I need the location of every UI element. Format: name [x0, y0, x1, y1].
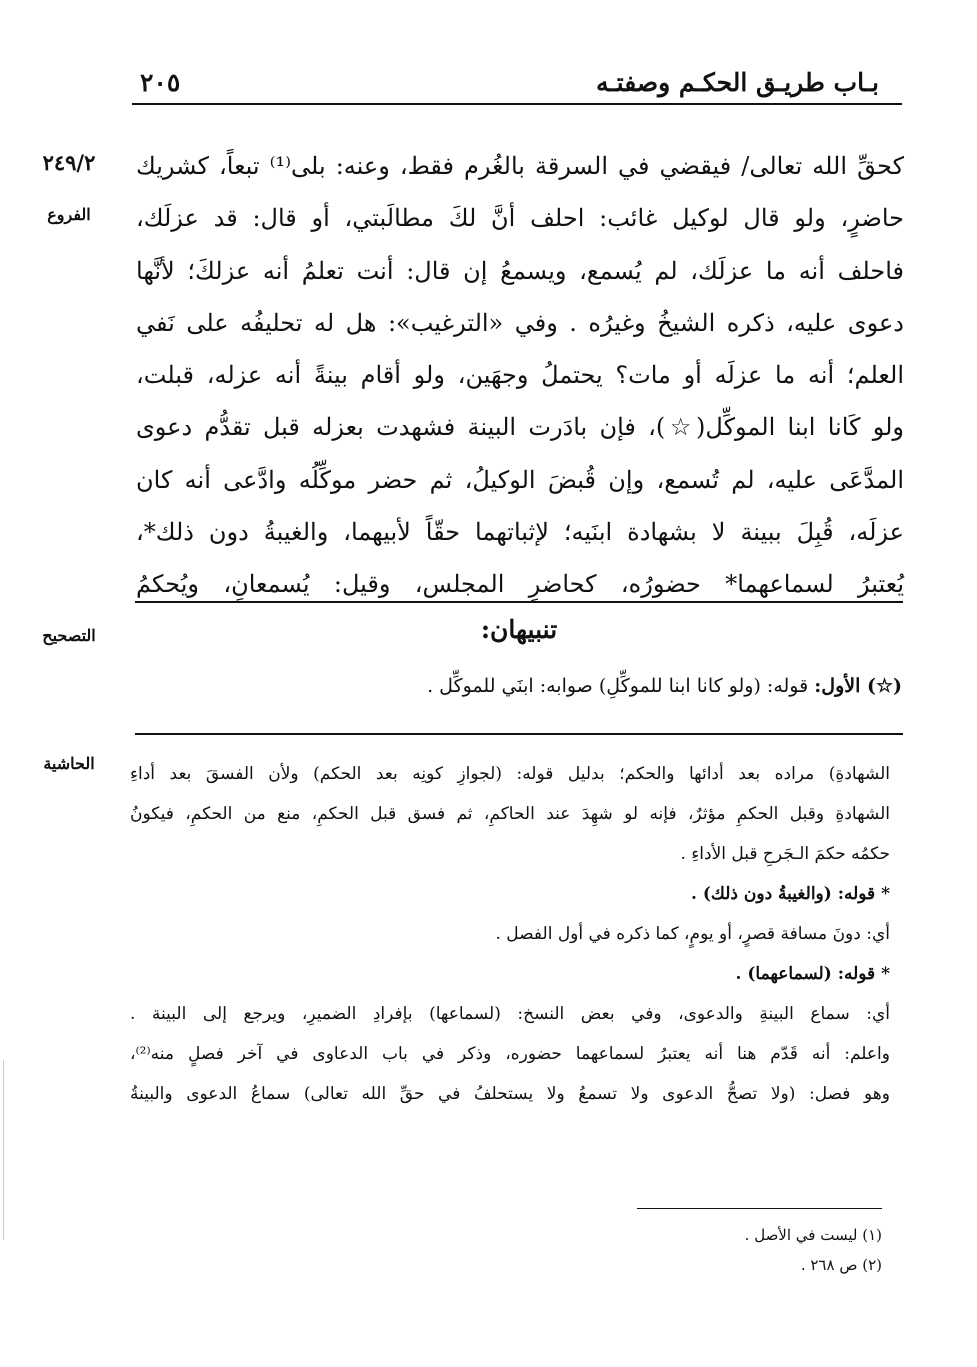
hashiya-text	[130, 754, 890, 1114]
section-divider	[135, 601, 903, 603]
main-text-line: دعوى عليه، ذكره الشيخُ وغيرُه . وفي «الترغيب»: هل له تحليفُه على نَفي	[136, 308, 904, 337]
margin-label-tashih: التصحيح	[42, 626, 96, 645]
page-number: ٢٠٥	[140, 68, 181, 97]
footnote-rule	[637, 1208, 882, 1209]
main-text-line: كحقِّ الله تعالى/ فيقضي في السرقة بالغُرم فقط، وعنه: بلى⁽¹⁾ تبعاً، كشريك	[136, 152, 905, 180]
main-text-line: المدَّعَى عليه، لم تُسمع، وإن قُبضَ الوكيلُ، ثم حضر موكِّلُه وادَّعى أنه كان	[136, 465, 904, 494]
header-rule	[132, 103, 902, 105]
running-title: بـاب طريـق الحكـم وصفتـه	[595, 68, 879, 97]
main-text-line: ولو كَانا ابنا الموكِّل(☆)، فإن بادَرت البينة فشهدت بعزله قبل تقدُّم دعوى	[136, 413, 905, 442]
footnotes	[745, 1220, 882, 1280]
main-text-line: العلم؛ أنه ما عزلَه أو مات؟ يحتملُ وجهَين، ولو أقام بينةً أنه عزله، قبلت،	[136, 361, 904, 390]
hashiya-line: وهو فصل: (ولا تصحُّ الدعوى ولا تسمعُ ولا يستحلفُ في حقِّ الله تعالى) سماعُ الدعوى والبينةُ	[130, 1084, 890, 1104]
main-text	[136, 140, 904, 611]
hashiya-line: واعلم: أنه قَدّم هنا أنه يعتبرُ لسماعهما حضوره، وذكر في باب الدعاوى في آخر فصلٍ منه⁽²⁾،	[130, 1044, 890, 1064]
page-header	[138, 62, 879, 102]
main-text-line: عزلَه، قُبِلَ ببينة لا بشهادة ابنَيه؛ لإثباتهما حقّاً لأبيهما، والغيبةُ دون ذلك*،	[136, 518, 904, 547]
margin-label-hashiya: الحاشية	[43, 754, 95, 773]
hashiya-line: أي: سماع البينةِ والدعوى، وفي بعض النسخ: (لسماعها) بإفرادِ الضميرِ، ويرجع إلى البينة .	[130, 1004, 890, 1024]
hashiya-line: أي: دونَ مسافة قصرٍ، أو يومٍ، كما ذكره في أول الفصل .	[495, 924, 890, 944]
footnote: (١) ليست في الأصل .	[744, 1226, 882, 1244]
main-text-line: حاضرٍ، ولو قال لوكيل غائب: احلف أنَّ لكَ مطالَبتي، أو قال: قد عزلَك،	[136, 204, 904, 233]
hashiya-lemma: * قوله: (والغيبةُ دون ذلك) .	[691, 884, 890, 904]
hashiya-line: الشهادةِ وقبل الحكمِ مؤثرٌ، فإنه لو شهِدَ عند الحاكمِ، ثم فسق قبل الحكمِ، منع من الحكمِ، فيكونُ	[130, 804, 890, 824]
scan-edge-line	[3, 1060, 4, 1240]
main-text-line: يُعتبرُ لسماعهما* حضورُه، كحاضرِ المجلس، وقيل: يُسمعانِ، ويُحكمُ	[136, 570, 904, 599]
hashiya-lemma: * قوله: (لسماعهما) .	[735, 964, 890, 984]
tanbih-note	[427, 675, 902, 697]
margin-volume-page-ref: ٢٤٩/٢	[42, 150, 96, 175]
hashiya-line: الشهادةِ) مراده بعد أدائها والحكم؛ بدليل قوله: (لجوازِ كونِه بعد الحكم) ولأن الفسقَ بعد أداءِ	[130, 764, 890, 784]
margin-label-furu: الفروع	[47, 205, 91, 224]
footnote: (٢) ص ٢٦٨ .	[800, 1256, 882, 1274]
tanbih-heading: تنبيهان:	[480, 615, 558, 644]
section-divider	[135, 733, 903, 735]
tanbih-label: (☆) الأول:	[814, 675, 902, 697]
tanbih-text: قوله: (ولو كانا ابنا للموكِّلِ) صوابه: ابنَي للموكِّل .	[427, 675, 815, 697]
main-text-line: فاحلف أنه ما عزلَك، لم يُسمع، ويسمعُ إن قال: أنت تعلمُ أنه عزلكَ؛ لأنَّها	[136, 256, 904, 285]
hashiya-line: حكمُه حكمَ الـجَرحِ قبل الأداءِ .	[680, 844, 890, 864]
